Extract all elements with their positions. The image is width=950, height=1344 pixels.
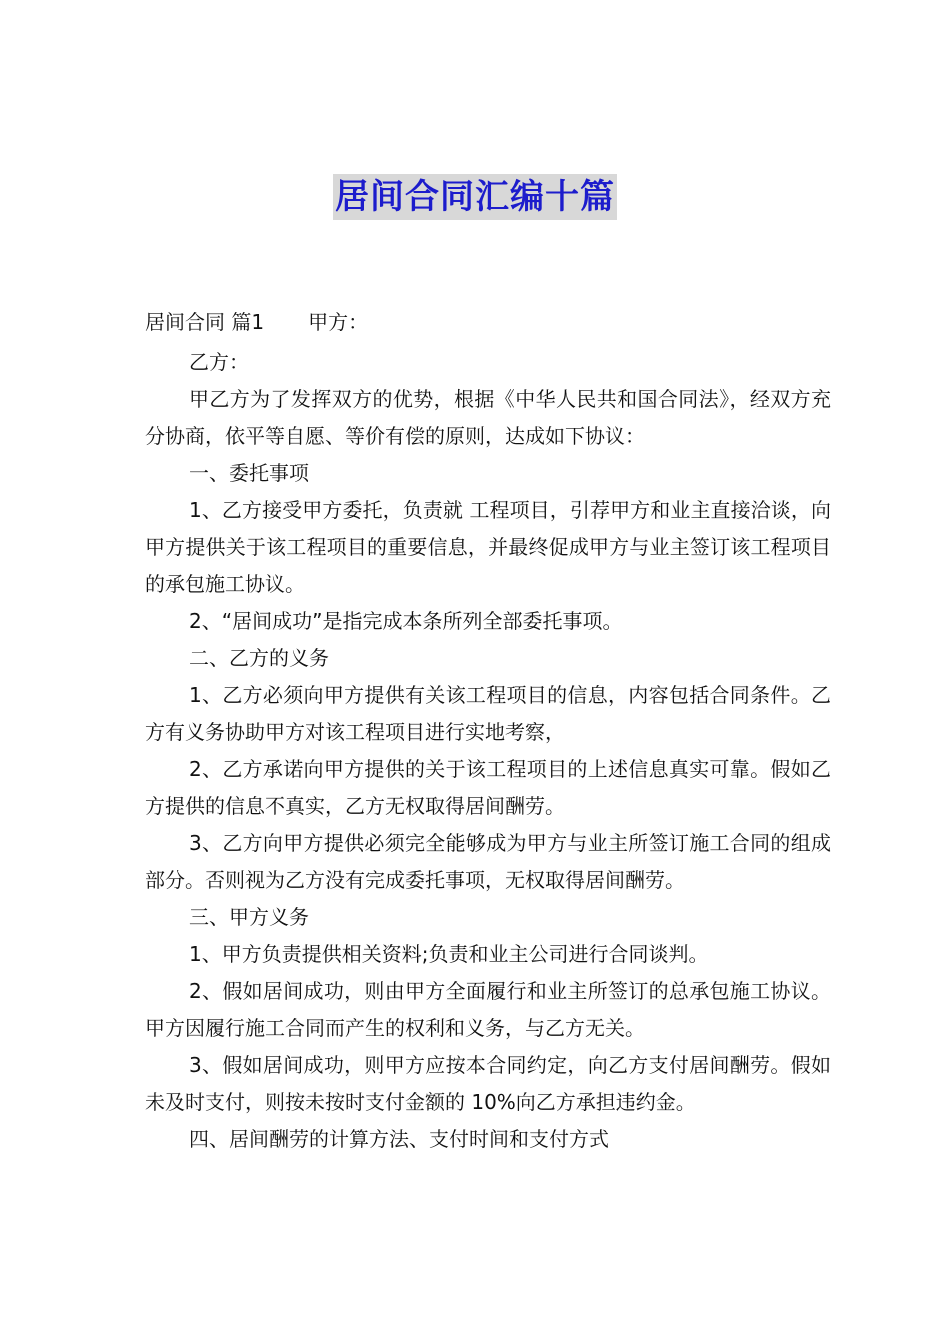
section-heading-party-b-obligations: 二、乙方的义务 <box>189 646 329 670</box>
paragraph-preamble: 甲乙方为了发挥双方的优势，根据《中华人民共和国合同法》，经双方充分协商，依平等自愿、等价有偿的原则，达成如下协议： <box>145 387 831 448</box>
section-heading-line <box>145 304 831 341</box>
paragraph-3-1: 1、甲方负责提供相关资料;负责和业主公司进行合同谈判。 <box>189 942 709 966</box>
document-title-text: 居间合同汇编十篇 <box>333 174 617 220</box>
section-heading-party-a-obligations: 三、甲方义务 <box>189 905 309 929</box>
paragraph-3-2: 2、假如居间成功，则由甲方全面履行和业主所签订的总承包施工协议。甲方因履行施工合同而产生的权利和义务，与乙方无关。 <box>145 979 831 1040</box>
section-heading-entrusted-matters: 一、委托事项 <box>189 461 309 485</box>
document-body <box>145 304 831 1158</box>
document-title <box>0 174 950 220</box>
paragraph-1-2: 2、“居间成功”是指完成本条所列全部委托事项。 <box>189 609 623 633</box>
section-heading: 居间合同 篇1 <box>145 310 265 334</box>
paragraph-party-b: 乙方： <box>189 350 249 374</box>
paragraph-2-2: 2、乙方承诺向甲方提供的关于该工程项目的上述信息真实可靠。假如乙方提供的信息不真实，乙方无权取得居间酬劳。 <box>145 757 831 818</box>
paragraph-3-3: 3、假如居间成功，则甲方应按本合同约定，向乙方支付居间酬劳。假如未及时支付，则按未按时支付金额的 10%向乙方承担违约金。 <box>145 1053 831 1114</box>
paragraph-1-1: 1、乙方接受甲方委托，负责就 工程项目，引荐甲方和业主直接洽谈，向甲方提供关于该工程项目的重要信息，并最终促成甲方与业主签订该工程项目的承包施工协议。 <box>145 498 831 596</box>
paragraph-2-1: 1、乙方必须向甲方提供有关该工程项目的信息，内容包括合同条件。乙方有义务协助甲方对该工程项目进行实地考察， <box>145 683 831 744</box>
paragraph-2-3: 3、乙方向甲方提供必须完全能够成为甲方与业主所签订施工合同的组成部分。否则视为乙方没有完成委托事项，无权取得居间酬劳。 <box>145 831 831 892</box>
party-a-label: 甲方： <box>308 310 369 334</box>
section-heading-remuneration: 四、居间酬劳的计算方法、支付时间和支付方式 <box>189 1127 609 1151</box>
